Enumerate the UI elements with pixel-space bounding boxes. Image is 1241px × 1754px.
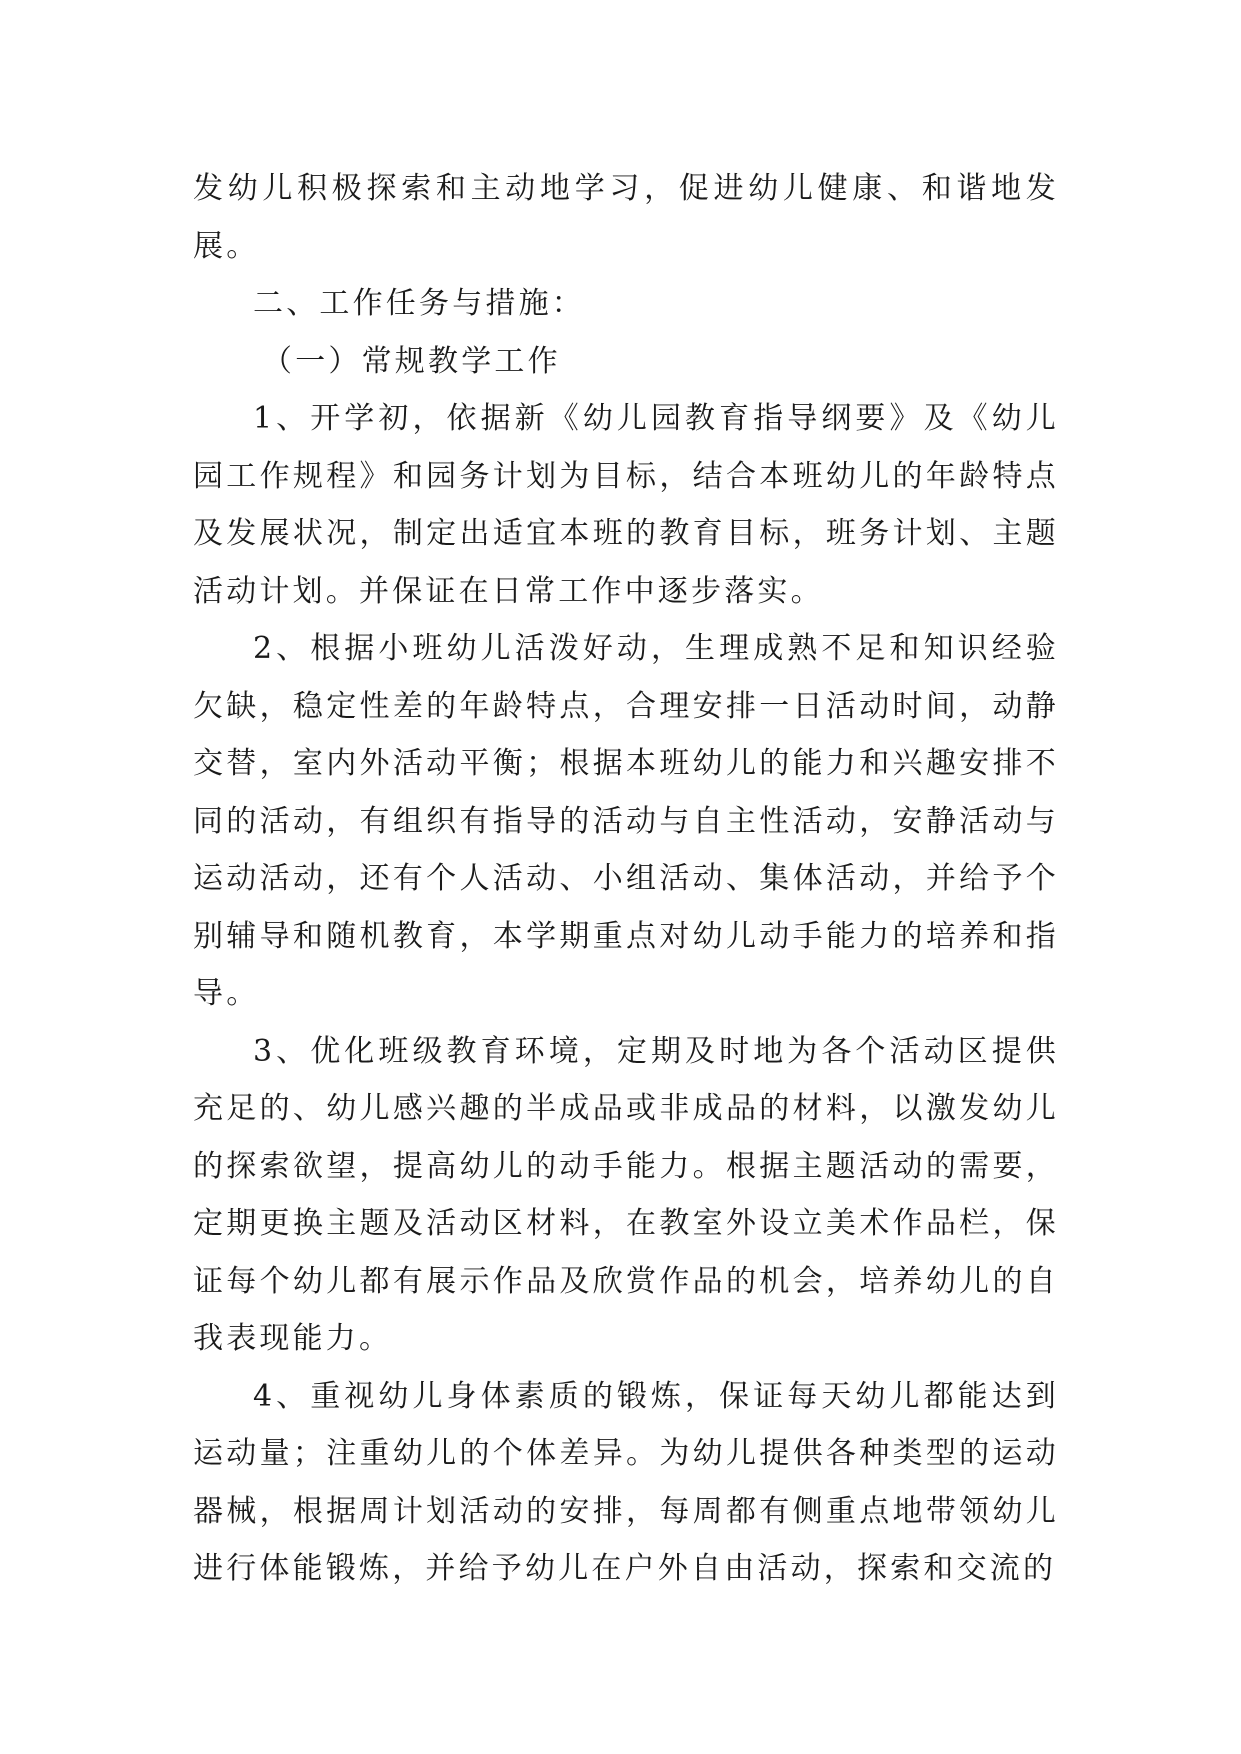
paragraph-item-2: 2、根据小班幼儿活泼好动，生理成熟不足和知识经验欠缺，稳定性差的年龄特点，合理安排一日活动时间，动静交替，室内外活动平衡；根据本班幼儿的能力和兴趣安排不同的活动，有组织有指导的活动与自主性活动，安静活动与运动活动，还有个人活动、小组活动、集体活动，并给予个别辅导和随机教育，本学期重点对幼儿动手能力的培养和指导。 (193, 631, 1059, 1011)
section-heading-tasks: 二、工作任务与措施： (253, 286, 585, 321)
paragraph-item-4: 4、重视幼儿身体素质的锻炼，保证每天幼儿都能达到运动量；注重幼儿的个体差异。为幼儿提供各种类型的运动器械，根据周计划活动的安排，每周都有侧重点地带领幼儿进行体能锻炼，并给予幼儿在户外自由活动，探索和交流的 (193, 1378, 1059, 1586)
subsection-heading-routine-teaching: （一）常规教学工作 (262, 343, 561, 379)
paragraph-continuation: 发幼儿积极探索和主动地学习，促进幼儿健康、和谐地发展。 (193, 171, 1059, 264)
document-body (193, 160, 1059, 1598)
paragraph-item-3: 3、优化班级教育环境，定期及时地为各个活动区提供充足的、幼儿感兴趣的半成品或非成品的材料，以激发幼儿的探索欲望，提高幼儿的动手能力。根据主题活动的需要，定期更换主题及活动区材料，在教室外设立美术作品栏，保证每个幼儿都有展示作品及欣赏作品的机会，培养幼儿的自我表现能力。 (193, 1033, 1059, 1356)
paragraph-item-1: 1、开学初，依据新《幼儿园教育指导纲要》及《幼儿园工作规程》和园务计划为目标，结合本班幼儿的年龄特点及发展状况，制定出适宜本班的教育目标，班务计划、主题活动计划。并保证在日常工作中逐步落实。 (193, 401, 1059, 609)
